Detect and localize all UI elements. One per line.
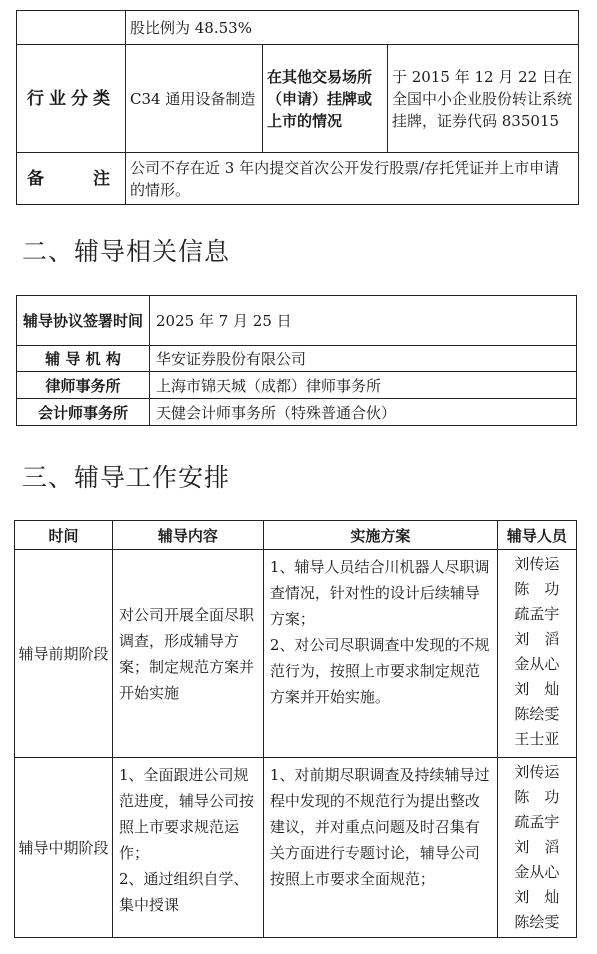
plan-item: 2、对公司尽职调查中发现的不规范行为，按照上市要求制定规范方案并开始实施。 [269, 636, 490, 706]
section3-heading: 三、辅导工作安排 [22, 463, 231, 492]
counseling-info-table [16, 295, 577, 426]
phase-early: 辅导前期阶段 [15, 550, 113, 758]
header-plan: 实施方案 [263, 521, 497, 550]
industry-value: C34 通用设备制造 [126, 45, 263, 153]
industry-label: 行业分类 [17, 45, 126, 153]
table-row [15, 550, 577, 758]
staff-name: 王士亚 [514, 730, 560, 748]
agency-label: 辅 导 机 构 [17, 346, 150, 372]
listing-value: 于 2015 年 12 月 22 日在全国中小企业股份转让系统挂牌，证券代码 835015 [388, 45, 579, 153]
empty-cell [17, 11, 126, 45]
header-time: 时间 [15, 521, 113, 550]
plan-item: 1、辅导人员结合川机器人尽职调查情况，针对性的设计后续辅导方案； [269, 558, 490, 628]
company-info-table [16, 10, 579, 205]
staff-middle [497, 758, 576, 938]
staff-name: 刘传运 [514, 763, 560, 781]
staff-early [497, 550, 576, 758]
staff-name: 陈绘雯 [514, 913, 560, 931]
table-row [15, 758, 577, 938]
listing-label: 在其他交易场所（申请）挂牌或上市的情况 [263, 45, 388, 153]
agreement-date-label: 辅导协议签署时间 [17, 296, 150, 346]
staff-name: 金从心 [514, 655, 560, 673]
staff-name: 刘 灿 [514, 888, 560, 906]
law-firm-value: 上海市锦天城（成都）律师事务所 [150, 372, 577, 399]
content-middle [112, 758, 263, 938]
law-firm-label: 律师事务所 [17, 372, 150, 399]
staff-name: 疏孟宇 [514, 605, 560, 623]
work-arrangement-table [14, 520, 577, 938]
staff-name: 刘 灿 [514, 680, 560, 698]
header-staff: 辅导人员 [497, 521, 576, 550]
staff-name: 刘 滔 [514, 838, 560, 856]
content-item: 1、全面跟进公司规范进度，辅导公司按照上市要求规范运作； [118, 766, 254, 862]
agreement-date-value: 2025 年 7 月 25 日 [150, 296, 577, 346]
agency-value: 华安证券股份有限公司 [150, 346, 577, 372]
staff-name: 疏孟宇 [514, 813, 560, 831]
accounting-firm-value: 天健会计师事务所（特殊普通合伙） [150, 399, 577, 426]
staff-name: 陈 功 [514, 580, 560, 598]
content-early: 对公司开展全面尽职调查，形成辅导方案；制定规范方案并开始实施 [112, 550, 263, 758]
content-item: 2、通过组织自学、集中授课 [118, 870, 249, 914]
remark-label: 备 注 [17, 153, 126, 205]
phase-middle: 辅导中期阶段 [15, 758, 113, 938]
plan-middle [263, 758, 497, 938]
staff-name: 刘 滔 [514, 630, 560, 648]
shareholding-text: 股比例为 48.53% [126, 11, 579, 45]
remark-value: 公司不存在近 3 年内提交首次公开发行股票/存托凭证并上市申请的情形。 [126, 153, 579, 205]
plan-item: 1、对前期尽职调查及持续辅导过程中发现的不规范行为提出整改建议，并对重点问题及时召集有关方面进行专题讨论，辅导公司按照上市要求全面规范； [269, 766, 490, 888]
accounting-firm-label: 会计师事务所 [17, 399, 150, 426]
header-content: 辅导内容 [112, 521, 263, 550]
section2-heading: 二、辅导相关信息 [22, 237, 231, 266]
staff-name: 刘传运 [514, 555, 560, 573]
plan-early [263, 550, 497, 758]
staff-name: 陈 功 [514, 788, 560, 806]
staff-name: 金从心 [514, 863, 560, 881]
staff-name: 陈绘雯 [514, 705, 560, 723]
